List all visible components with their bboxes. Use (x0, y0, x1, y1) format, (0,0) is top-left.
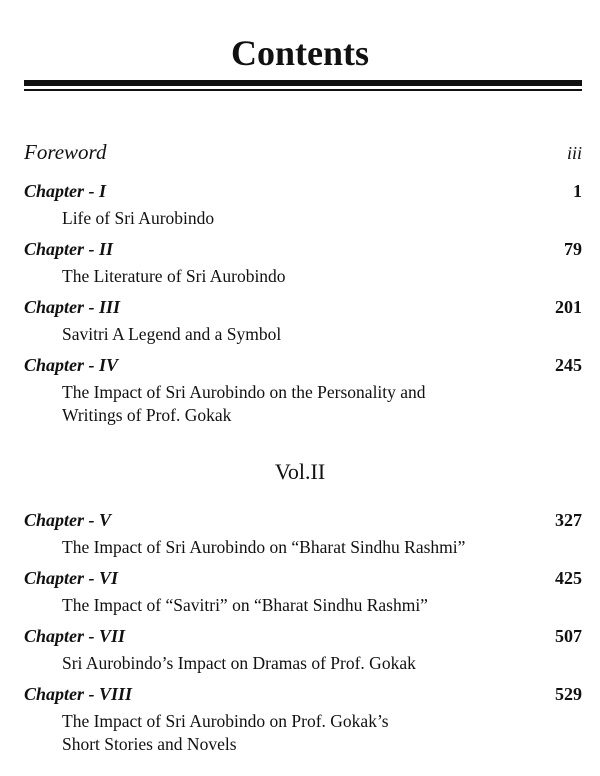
chapter-title (62, 536, 582, 559)
chapter-page: 245 (555, 355, 582, 375)
title-rule-thin (24, 89, 582, 91)
chapter-label: Chapter - VIII (24, 684, 133, 704)
title-rule-thick (24, 80, 582, 86)
chapter-title-line: Writings of Prof. Gokak (62, 405, 232, 425)
chapter-page: 507 (555, 626, 582, 646)
chapter-page: 1 (573, 181, 582, 201)
chapter-title-line: The Impact of “Savitri” on “Bharat Sindhu Rashmi” (62, 595, 428, 615)
page-title: Contents (230, 33, 369, 73)
toc-chapter-3 (24, 297, 582, 318)
chapter-title-line: Sri Aurobindo’s Impact on Dramas of Prof. Gokak (62, 653, 416, 673)
chapter-label: Chapter - VI (24, 568, 119, 588)
chapter-page: 425 (555, 568, 582, 588)
chapter-title (62, 594, 582, 617)
toc-entry-foreword (24, 140, 582, 165)
chapter-title (62, 381, 582, 427)
chapter-page: 79 (564, 239, 582, 259)
chapter-title (62, 323, 582, 346)
toc-chapter-2 (24, 239, 582, 260)
chapter-title-line: Savitri A Legend and a Symbol (62, 324, 282, 344)
chapter-title (62, 710, 582, 756)
toc-chapter-8 (24, 684, 582, 705)
volume-heading: Vol.II (274, 459, 326, 484)
chapter-title (62, 652, 582, 675)
chapter-page: 529 (555, 684, 582, 704)
chapter-title-line: The Literature of Sri Aurobindo (62, 266, 286, 286)
chapter-title (62, 207, 582, 230)
chapter-label: Chapter - I (24, 181, 107, 201)
toc-chapter-6 (24, 568, 582, 589)
toc-chapter-4 (24, 355, 582, 376)
chapter-title (62, 265, 582, 288)
toc-chapter-7 (24, 626, 582, 647)
toc-chapter-5 (24, 510, 582, 531)
entry-page: iii (566, 143, 582, 163)
chapter-label: Chapter - VII (24, 626, 126, 646)
chapter-label: Chapter - III (24, 297, 121, 317)
chapter-label: Chapter - IV (24, 355, 119, 375)
chapter-title-line: Short Stories and Novels (62, 734, 237, 754)
toc-chapter-1 (24, 181, 582, 202)
chapter-title-line: The Impact of Sri Aurobindo on Prof. Gokak’s (62, 711, 389, 731)
chapter-label: Chapter - V (24, 510, 112, 530)
chapter-label: Chapter - II (24, 239, 114, 259)
entry-label: Foreword (24, 140, 107, 164)
chapter-title-line: The Impact of Sri Aurobindo on the Personality and (62, 382, 426, 402)
chapter-page: 327 (555, 510, 582, 530)
chapter-title-line: Life of Sri Aurobindo (62, 208, 215, 228)
chapter-title-line: The Impact of Sri Aurobindo on “Bharat Sindhu Rashmi” (62, 537, 466, 557)
chapter-page: 201 (555, 297, 582, 317)
